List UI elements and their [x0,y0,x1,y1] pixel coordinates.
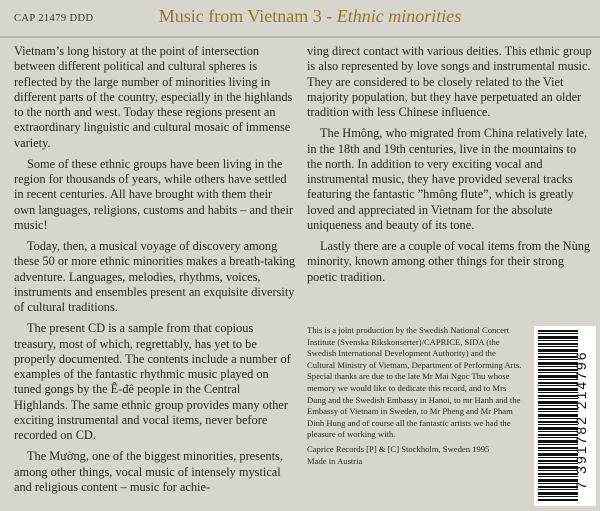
paragraph: Today, then, a musical voyage of discovery among these 50 or more ethnic minorities makes a breath-taking adventure. Languages, melodies, rhythms, voices, instruments and ensembles present an exquisite diversity of cultural traditions. [14,239,296,314]
barcode [534,326,596,506]
album-title [0,6,600,27]
catalog-number: CAP 21479 DDD [14,13,94,24]
credits-made-in: Made in Austria [307,455,363,466]
paragraph: Some of these ethnic groups have been living in the region for thousands of years, while others have settled in recent centuries. All have brought with them their own languages, religions, customs and habits – and their music! [14,156,294,232]
liner-notes-column-right [307,44,593,291]
credits-copyright: Caprice Records [P] & [C] Stockholm, Sweden 1995 [307,443,490,454]
header-divider [0,36,600,38]
paragraph: ving direct contact with various deities. This ethnic group is also represented by love songs and instrumental music. They are considered to be closely related to the Viet majority population, but they have perpetuated an older tradition with less Chinese influence. [307,44,592,119]
paragraph: Lastly there are a couple of vocal items from the Nùng minority, known among other things for their strong poetic tradition. [307,239,591,284]
liner-notes-column-left [14,44,296,501]
album-title-sub: Ethnic minorities [336,6,462,26]
album-title-main: Music from Vietnam 3 - [158,6,337,26]
paragraph: The present CD is a sample from that copious treasury, most of which, regrettably, has yet to be properly documented. The contents include a number of examples of the fantastic rhythmic music played on tuned gongs by the Ê-đê people in the Central Highlands. The same ethnic group provides many other exciting instrumental and vocal items, never before recorded on CD. [14,321,291,442]
credits-block [307,325,525,470]
paragraph: Vietnam’s long history at the point of intersection between different political and cultural spheres is reflected by the large number of minorities living in different parts of the country, especially in the highlands to the north and west. Today these regions present an extraordinary linguistic and cultural mosaic of immense variety. [14,44,293,150]
barcode-number: 7 391782 214796 [573,350,589,490]
paragraph: The Hmông, who migrated from China relatively late, in the 18th and 19th centuries, live in the mountains to the north. In addition to very exciting vocal and instrumental music, they have provided several tracks featuring the fantastic ”hmông flute”, which is greatly loved and appreciated in Vietnam for the absolute uniqueness and beauty of its tone. [307,126,588,232]
credits-production: This is a joint production by the Swedish National Concert Institute (Svenska Rikskonserter)/CAPRICE, SIDA (the Swedish International Development Authority) and the Cultural Ministry of Vietnam, Department of Performing Arts. Special thanks are due to the late Mr Mai Ngoc Thu whose memory we would like to dedicate this record, and to Mrs Dung and the Swedish Embassy in Hanoi, to mr Hanh and the Embassy of Vietnam in Sweden, to Mr Pheng and Mr Pham Dinh Hung and of course all the fantastic artists we had the pleasure of working with. [307,325,522,440]
paragraph: The Mường, one of the biggest minorities, presents, among other things, vocal music of intensely mystical and religious content – music for achie- [14,449,283,494]
